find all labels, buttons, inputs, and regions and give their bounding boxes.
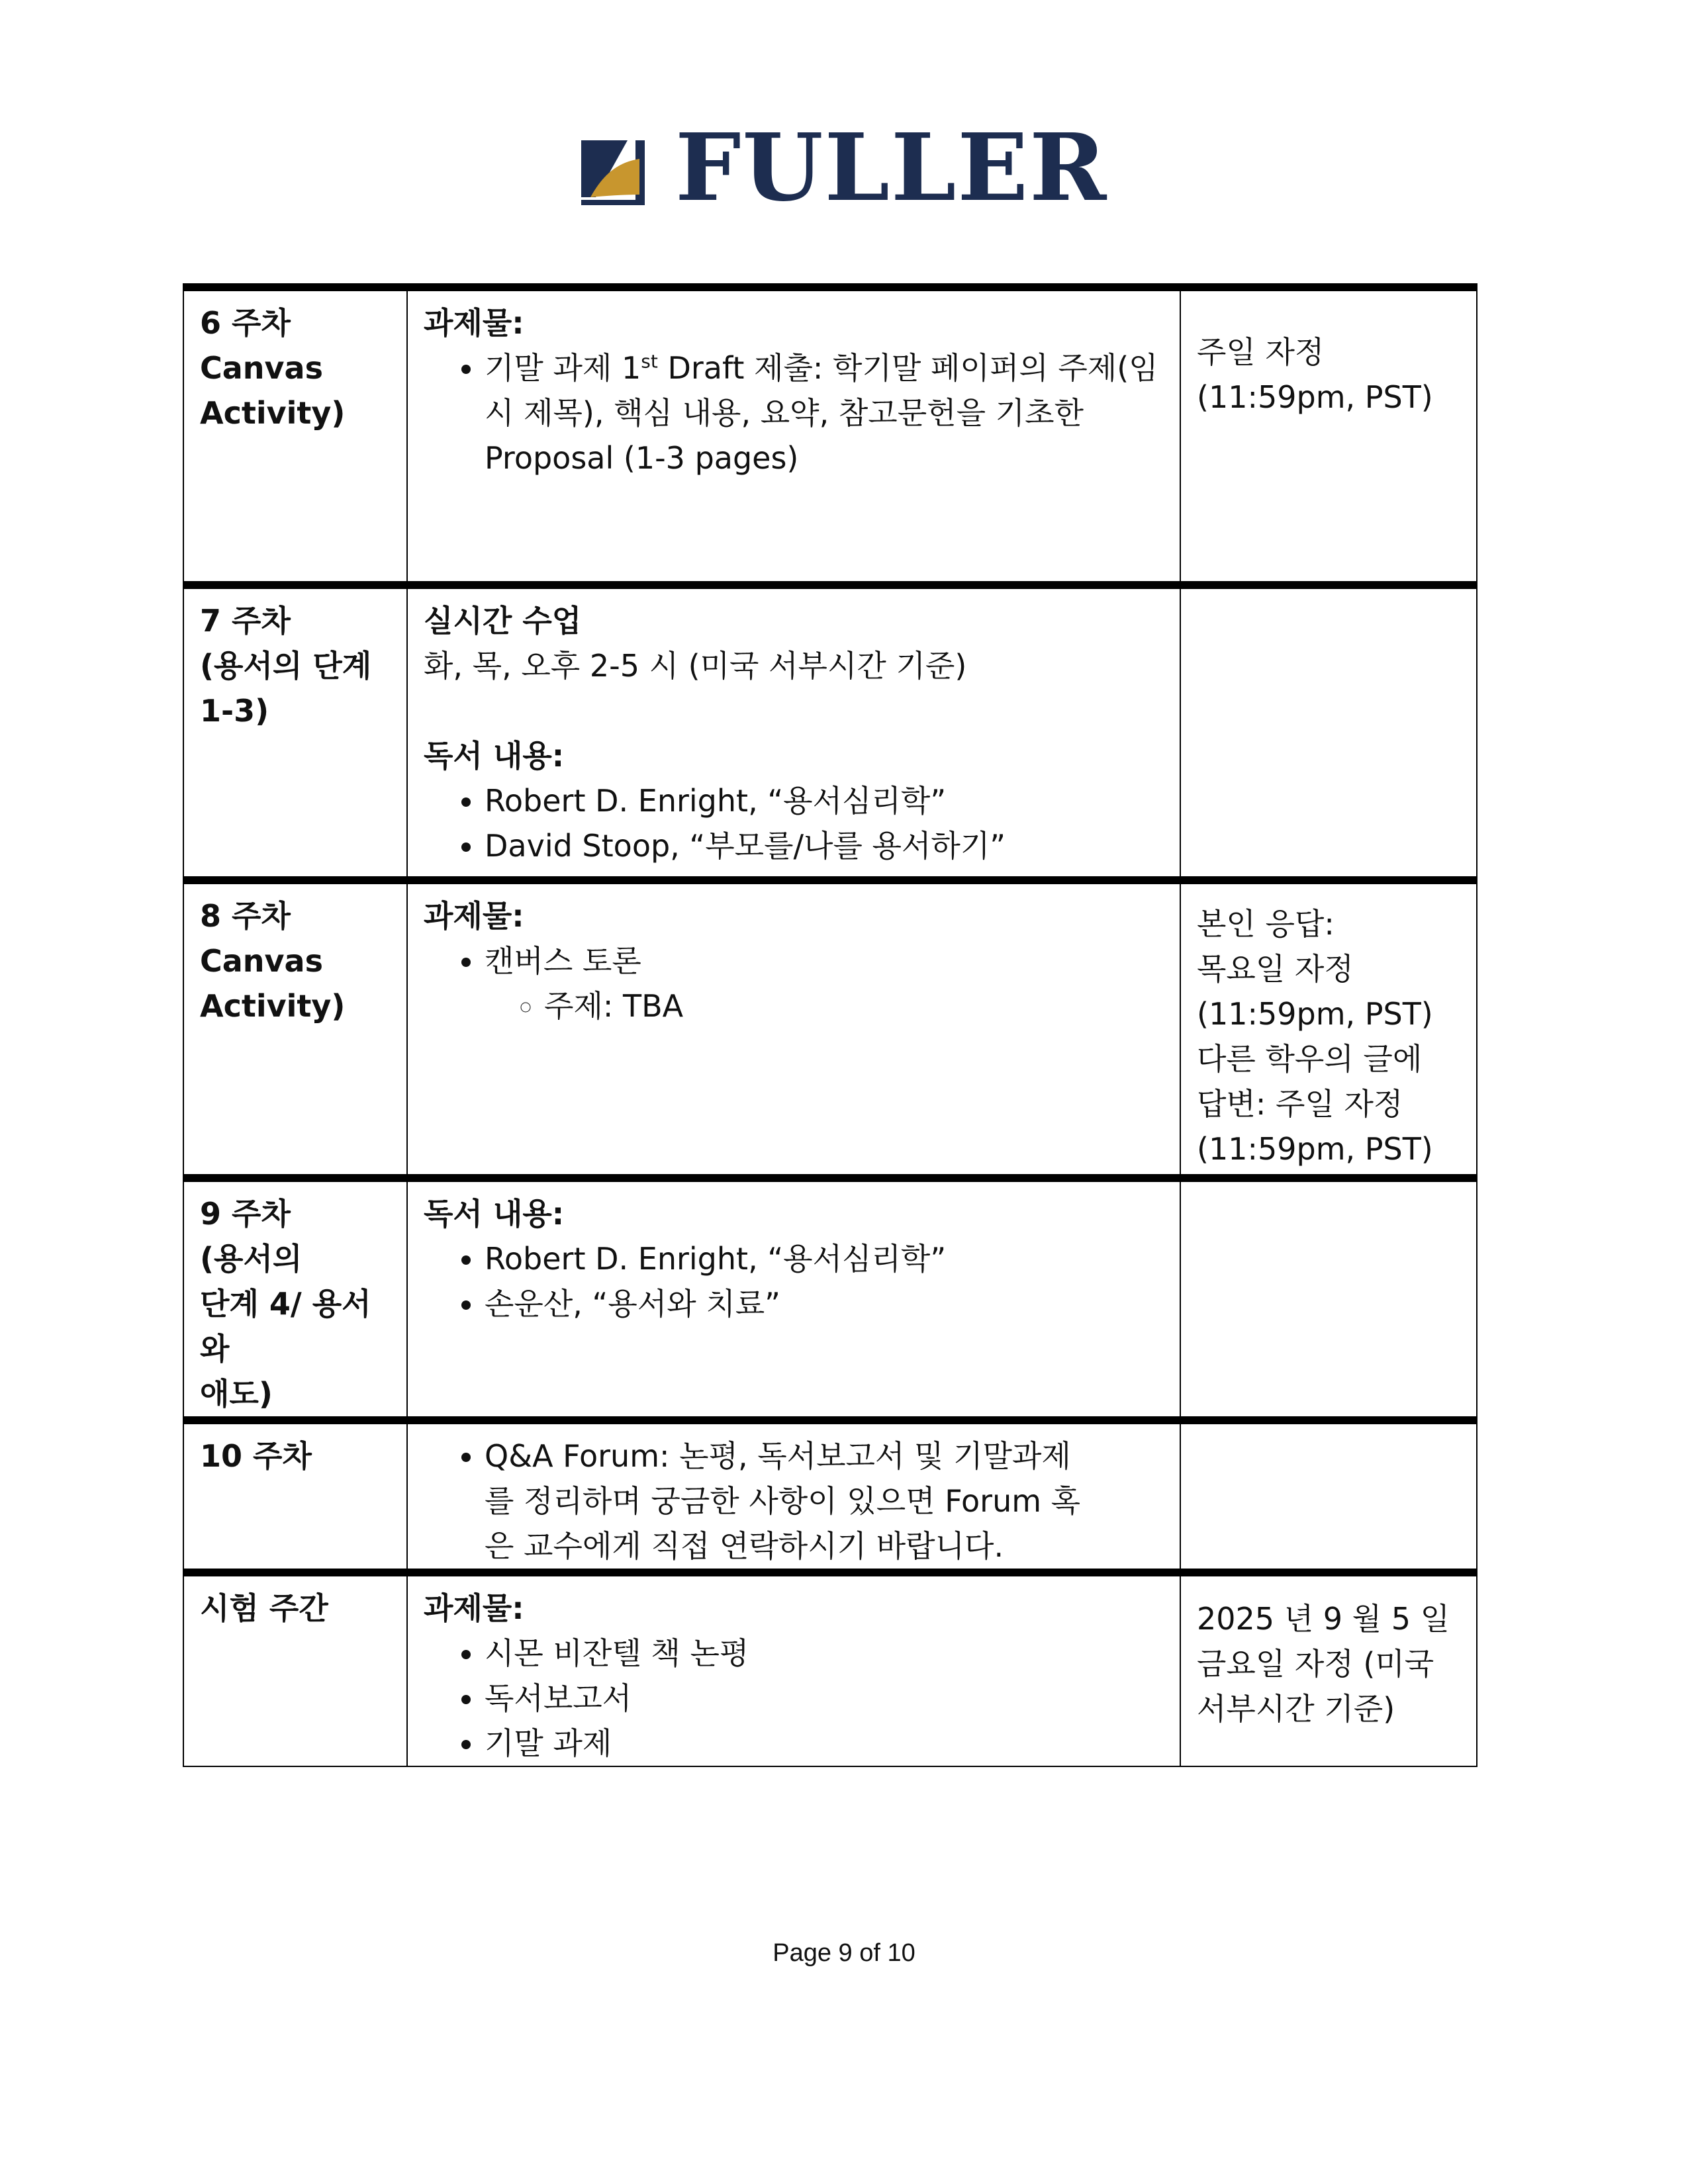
week-label: Activity): [200, 988, 346, 1024]
content-cell: [407, 1420, 1180, 1572]
week-cell: [183, 880, 407, 1178]
week-label: 9 주차: [200, 1196, 291, 1232]
week-label: 8 주차: [200, 898, 291, 934]
due-text: (11:59pm, PST): [1197, 379, 1433, 415]
list-item: • Robert D. Enright, “용서심리학”: [485, 1236, 1165, 1281]
due-text: 금요일 자정 (미국: [1197, 1646, 1434, 1682]
due-cell: [1180, 1420, 1477, 1572]
bullet-list: [424, 1236, 1165, 1326]
table-row: [183, 287, 1477, 585]
list-item: • 손운산, “용서와 치료”: [485, 1281, 1165, 1326]
week-label: 단계 4/ 용서와: [200, 1286, 371, 1367]
week-cell: [183, 287, 407, 585]
bullet-list: [424, 345, 1165, 480]
list-item: • David Stoop, “부모를/나를 용서하기”: [485, 823, 1165, 868]
section-heading: 독서 내용:: [424, 738, 565, 774]
week-cell: [183, 1420, 407, 1572]
list-item: • 시몬 비잔텔 책 논평: [485, 1631, 1165, 1676]
week-cell: [183, 1178, 407, 1420]
week-label: (용서의 단계: [200, 648, 372, 684]
week-label: Canvas: [200, 943, 323, 979]
due-text: 주일 자정: [1197, 334, 1325, 370]
week-cell: [183, 585, 407, 880]
content-cell: [407, 287, 1180, 585]
bullet-list: [424, 1433, 1165, 1569]
page-number: Page 9 of 10: [773, 1939, 915, 1967]
section-heading: 실시간 수업: [424, 603, 582, 639]
table-row: [183, 1572, 1477, 1766]
table-row: [183, 880, 1477, 1178]
list-item: • Q&A Forum: 논평, 독서보고서 및 기말과제를 정리하며 궁금한 사항이 있으면 Forum 혹은 교수에게 직접 연락하시기 바랍니다.: [485, 1433, 1086, 1569]
due-text: (11:59pm, PST): [1197, 996, 1433, 1032]
schedule-text: 화, 목, 오후 2-5 시 (미국 서부시간 기준): [424, 648, 967, 684]
fuller-book-icon: [576, 136, 649, 209]
due-cell: [1180, 880, 1477, 1178]
due-cell: [1180, 1572, 1477, 1766]
week-label: 7 주차: [200, 603, 291, 639]
due-cell: [1180, 585, 1477, 880]
bullet-list: [424, 938, 1165, 1028]
sub-list: [485, 983, 1165, 1028]
due-text: 본인 응답:: [1197, 906, 1335, 942]
due-cell: [1180, 287, 1477, 585]
week-label: 시험 주간: [200, 1590, 328, 1626]
content-cell: [407, 1178, 1180, 1420]
due-text: 목요일 자정: [1197, 951, 1354, 987]
section-heading: 과제물:: [424, 305, 524, 341]
list-item: [485, 938, 1165, 1028]
week-label: 애도): [200, 1376, 273, 1412]
item-text: 캔버스 토론: [485, 943, 641, 979]
bullet-list: [424, 778, 1165, 868]
table-row: [183, 1420, 1477, 1572]
section-heading: 독서 내용:: [424, 1196, 565, 1232]
superscript: st: [641, 350, 658, 373]
content-cell: [407, 1572, 1180, 1766]
week-label: 1-3): [200, 693, 269, 729]
section-heading: 과제물:: [424, 1590, 524, 1626]
bullet-list: [424, 1631, 1165, 1766]
content-cell: [407, 880, 1180, 1178]
week-label: Activity): [200, 395, 346, 431]
sub-list-item: ◦ 주제: TBA: [544, 983, 1165, 1028]
item-text: Draft 제출: 학기말 페이퍼의 주제(임시 제목), 핵심 내용, 요약, 참고문헌을 기초한 Proposal (1-3 pages): [485, 350, 1158, 476]
week-cell: [183, 1572, 407, 1766]
list-item: • Robert D. Enright, “용서심리학”: [485, 778, 1165, 823]
week-label: 10 주차: [200, 1438, 312, 1474]
content-cell: [407, 585, 1180, 880]
due-text: 2025 년 9 월 5 일: [1197, 1601, 1450, 1637]
section-heading: 과제물:: [424, 898, 524, 934]
logo-wordmark: FULLER: [675, 114, 1108, 222]
table-row: [183, 585, 1477, 880]
schedule-table: [183, 283, 1477, 1767]
fuller-logo: [576, 114, 1119, 222]
due-cell: [1180, 1178, 1477, 1420]
item-text: 기말 과제 1: [485, 350, 641, 386]
week-label: 6 주차: [200, 305, 291, 341]
table-row: [183, 1178, 1477, 1420]
list-item: • 기말 과제: [485, 1721, 1165, 1766]
week-label: (용서의: [200, 1241, 303, 1277]
week-label: Canvas: [200, 350, 323, 386]
due-text: 서부시간 기준): [1197, 1691, 1395, 1727]
list-item: [485, 345, 1165, 480]
due-text: 다른 학우의 글에: [1197, 1041, 1423, 1077]
due-text: 답변: 주일 자정: [1197, 1086, 1403, 1122]
list-item: • 독서보고서: [485, 1676, 1165, 1721]
due-text: (11:59pm, PST): [1197, 1131, 1433, 1167]
